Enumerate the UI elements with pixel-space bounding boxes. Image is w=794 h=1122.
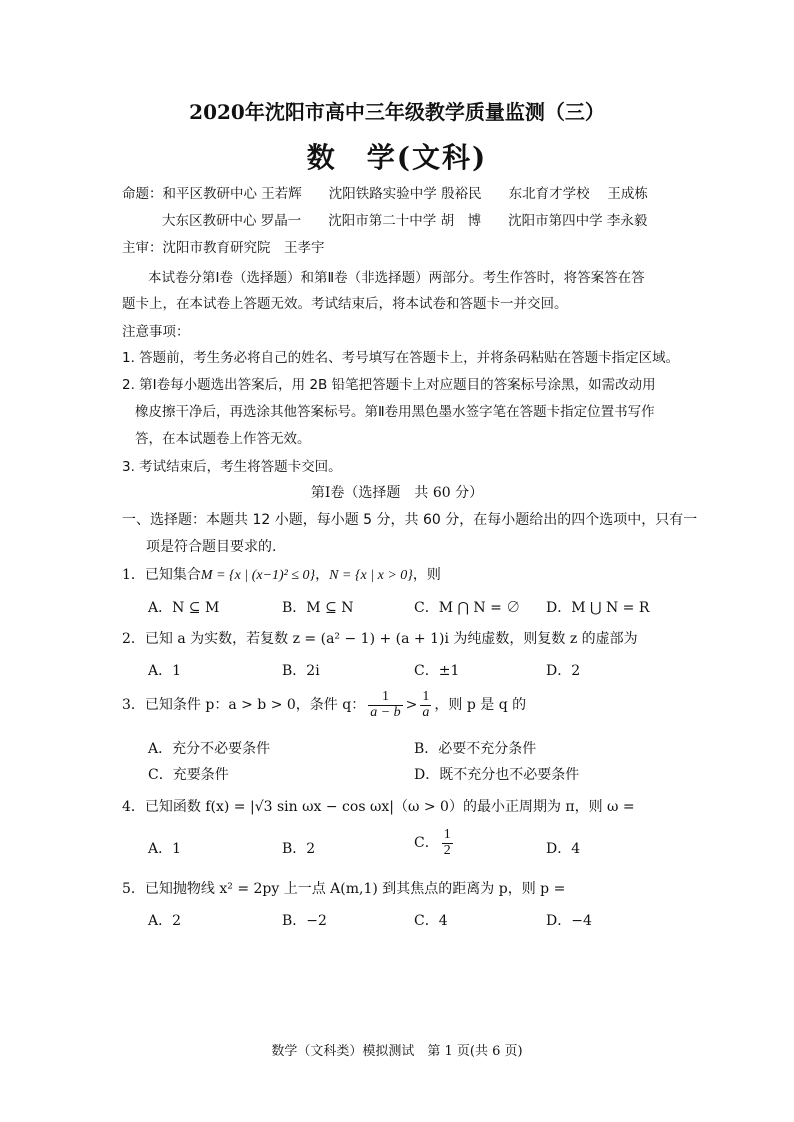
question-3-fraction-2-denominator: a	[422, 704, 430, 720]
question-1-option-d: D．M ⋃ N = R	[546, 600, 650, 616]
exam-title: 2020年沈阳市高中三年级教学质量监测（三）	[189, 100, 605, 124]
note-2b: 橡皮擦干净后，再选涂其他答案标号。第Ⅱ卷用黑色墨水签字笔在答题卡指定位置书写作	[135, 404, 655, 420]
question-3-prefix: 3．已知条件 p：a > b > 0，条件 q：	[122, 697, 366, 714]
question-3-option-c: C．充要条件	[148, 767, 229, 783]
exam-subject: 数 学(文科)	[306, 141, 488, 174]
section-heading: 第Ⅰ卷（选择题 共 60 分）	[310, 485, 484, 501]
question-3-option-a: A．充分不必要条件	[148, 741, 271, 757]
question-1-suffix: ，则	[412, 567, 441, 583]
question-4-option-b: B．2	[282, 841, 316, 857]
question-2-option-c: C．±1	[414, 663, 460, 679]
question-3-fraction-1-numerator: 1	[368, 690, 402, 706]
note-1: 1. 答题前，考生务必将自己的姓名、考号填写在答题卡上，并将条码粘贴在答题卡指定区域。	[122, 350, 680, 366]
question-5-option-a: A．2	[148, 913, 182, 929]
note-2c: 答，在本试题卷上作答无效。	[135, 431, 311, 447]
question-3-fraction-2-numerator: 1	[422, 689, 430, 704]
intro-line-1: 本试卷分第Ⅰ卷（选择题）和第Ⅱ卷（非选择题）两部分。考生作答时，将答案答在答	[148, 270, 645, 286]
question-2-option-b: B．2i	[282, 663, 320, 679]
question-4-option-c-numerator: 1	[443, 827, 451, 842]
question-5-stem: 5．已知抛物线 x² = 2py 上一点 A(m,1) 到其焦点的距离为 p，则 p =	[122, 881, 566, 897]
credits-line-3: 主审：沈阳市教育研究院 王孝宇	[122, 240, 325, 256]
question-2-stem: 2．已知 a 为实数，若复数 z = (a² − 1) + (a + 1)i 为纯虚数，则复数 z 的虚部为	[122, 631, 638, 647]
question-3-fraction-1-denominator: a − b	[370, 704, 401, 720]
question-1-comma: ，	[315, 567, 330, 583]
question-1-stem	[122, 564, 441, 584]
intro-line-2: 题卡上，在本试卷上答题无效。考试结束后，将本试卷和答题卡一并交回。	[122, 296, 568, 312]
question-1-option-c: C．M ⋂ N = ∅	[414, 600, 521, 616]
note-2a: 2. 第Ⅰ卷每小题选出答案后，用 2B 铅笔把答题卡上对应题目的答案标号涂黑，如需改动用	[122, 377, 656, 393]
question-1-option-a: A．N ⊆ M	[148, 600, 220, 616]
question-4-option-c-denominator: 2	[443, 842, 451, 858]
question-2-option-d: D．2	[546, 663, 581, 679]
question-4-option-c-prefix: C．	[414, 835, 439, 852]
section-instructions-2: 项是符合题目要求的.	[146, 539, 277, 555]
question-4-stem: 4．已知函数 f(x) = |√3 sin ωx − cos ωx|（ω > 0）的最小正周期为 π，则 ω =	[122, 799, 635, 815]
question-1-option-b: B．M ⊆ N	[282, 600, 354, 616]
question-4-option-a: A．1	[148, 841, 182, 857]
question-4-option-d: D．4	[546, 841, 581, 857]
question-1-prefix: 1．已知集合	[122, 567, 201, 583]
question-4-option-c-fraction	[442, 828, 453, 858]
note-3: 3. 考试结束后，考生将答题卡交回。	[122, 459, 342, 475]
question-1-set-m: M = {x | (x−1)² ≤ 0}	[200, 568, 316, 583]
credits-line-2: 大东区教研中心 罗晶一 沈阳市第二十中学 胡 博 沈阳市第四中学 李永毅	[162, 213, 648, 229]
section-instructions-1: 一、选择题：本题共 12 小题，每小题 5 分，共 60 分，在每小题给出的四个选项中，只有一	[122, 512, 698, 528]
question-3-fraction-1	[368, 690, 402, 720]
question-3-suffix: ，则 p 是 q 的	[434, 697, 527, 714]
question-3-greater-than: >	[405, 697, 418, 714]
question-3-option-d: D．既不充分也不必要条件	[414, 767, 580, 783]
question-5-option-b: B．−2	[282, 913, 327, 929]
question-5-option-d: D．−4	[546, 913, 592, 929]
question-1-set-n: N = {x | x > 0}	[329, 568, 413, 583]
question-2-option-a: A．1	[148, 663, 182, 679]
credits-line-1: 命题：和平区教研中心 王若辉 沈阳铁路实验中学 殷裕民 东北育才学校 王成栋	[122, 186, 648, 202]
page-footer: 数学（文科类）模拟测试 第 1 页(共 6 页)	[271, 1044, 523, 1059]
notes-heading: 注意事项：	[122, 324, 190, 340]
question-3-fraction-2	[420, 690, 431, 720]
question-3-stem	[122, 690, 526, 720]
question-5-option-c: C．4	[414, 913, 448, 929]
question-4-option-c	[414, 828, 456, 858]
question-3-option-b: B．必要不充分条件	[414, 741, 537, 757]
